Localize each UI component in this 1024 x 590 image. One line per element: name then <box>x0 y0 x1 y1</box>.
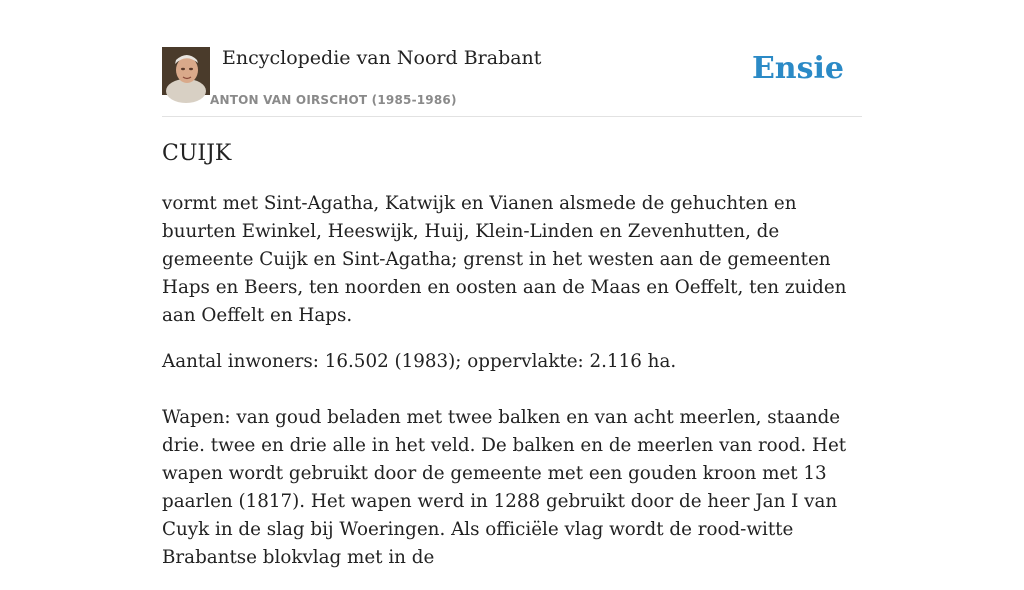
article-title: CUIJK <box>162 141 232 166</box>
publication-title[interactable]: Encyclopedie van Noord Brabant <box>222 47 542 69</box>
author-avatar[interactable] <box>162 47 210 95</box>
author-portrait-icon <box>162 47 210 95</box>
header <box>162 46 862 117</box>
article-paragraph: Wapen: van goud beladen met twee balken en van acht meerlen, staande drie. twee en drie alle in het veld. De balken en de meerlen van rood. Het wapen wordt gebruikt door de gemeente met een gouden kroon met 13 paarlen (1817). Het wapen werd in 1288 gebruikt door de heer Jan I van Cuyk in de slag bij Woeringen. Als officiële vlag wordt de rood-witte Brabantse blokvlag met in de <box>162 407 847 568</box>
article-paragraph: Aantal inwoners: 16.502 (1983); oppervlakte: 2.116 ha. <box>162 351 677 372</box>
article <box>162 138 862 590</box>
article-paragraph: vormt met Sint-Agatha, Katwijk en Vianen alsmede de gehuchten en buurten Ewinkel, Heeswijk, Huij, Klein-Linden en Zevenhutten, de gemeente Cuijk en Sint-Agatha; grenst in het westen aan de gemeenten Haps en Beers, ten noorden en oosten aan de Maas en Oeffelt, ten zuiden aan Oeffelt en Haps. <box>162 193 847 326</box>
brand-logo[interactable]: Ensie <box>751 51 844 86</box>
author-name[interactable]: ANTON VAN OIRSCHOT (1985-1986) <box>210 93 457 107</box>
